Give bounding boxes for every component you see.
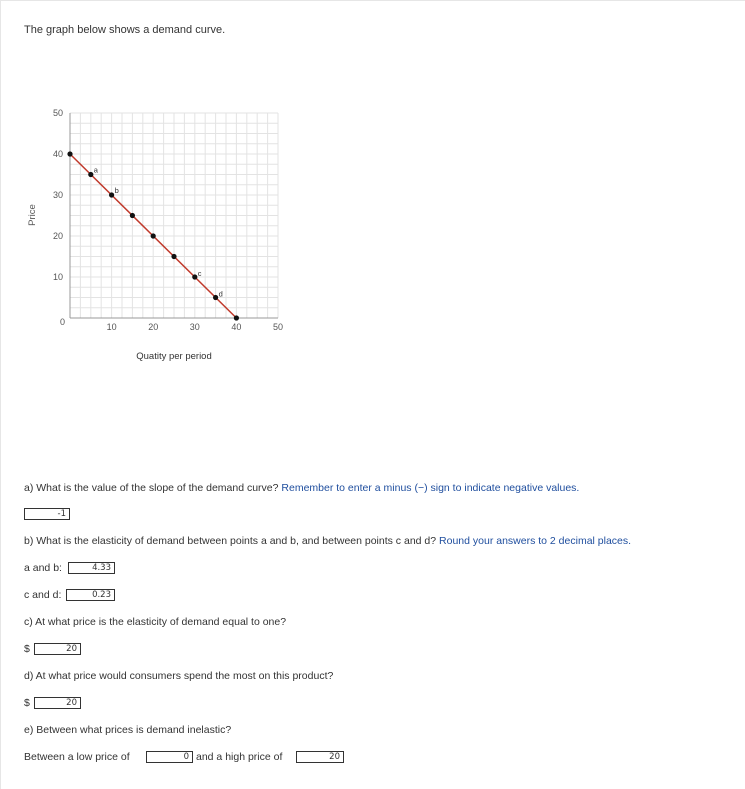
question-d: d) At what price would consumers spend the most on this product? xyxy=(24,670,334,682)
x-tick-label-30: 30 xyxy=(189,322,200,332)
currency-d: $ xyxy=(24,697,30,709)
high-price-label: and a high price of xyxy=(196,751,283,763)
y-tick-label-20: 20 xyxy=(52,231,63,241)
slope-answer-field[interactable]: -1 xyxy=(24,508,70,520)
y-tick-label-30: 30 xyxy=(52,190,63,200)
point-label-c: c xyxy=(197,269,202,278)
point-label-a: a xyxy=(93,165,98,175)
cd-label: c and d: xyxy=(24,589,62,601)
y-tick-label-0: 0 xyxy=(59,317,65,327)
unit-elastic-price-field[interactable]: 20 xyxy=(34,643,81,655)
demand-point-1 xyxy=(88,172,93,177)
x-tick-label-40: 40 xyxy=(231,322,242,332)
demand-chart-svg xyxy=(0,100,300,370)
y-tick-label-10: 10 xyxy=(52,272,63,282)
demand-point-5 xyxy=(171,254,176,259)
question-b-hint: Round your answers to 2 decimal places. xyxy=(439,535,632,547)
low-price-field[interactable]: 0 xyxy=(146,751,193,763)
demand-point-6 xyxy=(192,274,197,279)
question-a-hint: Remember to enter a minus (−) sign to indicate negative values. xyxy=(281,482,580,494)
question-b-text: b) What is the elasticity of demand between points a and b, and between points c and d? xyxy=(24,535,437,547)
intro-text: The graph below shows a demand curve. xyxy=(24,24,226,36)
top-divider xyxy=(0,0,745,1)
x-tick-label-20: 20 xyxy=(148,322,159,332)
y-tick-label-50: 50 xyxy=(52,108,63,118)
y-axis-title: Price xyxy=(27,204,38,226)
demand-point-0 xyxy=(67,151,72,156)
question-e: e) Between what prices is demand inelastic? xyxy=(24,724,232,736)
demand-point-2 xyxy=(109,192,114,197)
question-a xyxy=(24,482,579,494)
question-a-text: a) What is the value of the slope of the demand curve? xyxy=(24,482,279,494)
question-b xyxy=(24,535,631,547)
x-tick-label-50: 50 xyxy=(272,322,284,332)
question-c: c) At what price is the elasticity of demand equal to one? xyxy=(24,616,287,628)
ab-label: a and b: xyxy=(24,562,62,574)
demand-point-3 xyxy=(130,213,135,218)
max-spending-price-field[interactable]: 20 xyxy=(34,697,81,709)
elasticity-cd-field[interactable]: 0.23 xyxy=(66,589,115,601)
low-price-label: Between a low price of xyxy=(24,751,130,763)
demand-point-7 xyxy=(213,295,218,300)
point-label-b: b xyxy=(114,186,119,195)
x-tick-label-10: 10 xyxy=(106,322,117,332)
point-label-d: d xyxy=(218,289,223,299)
elasticity-ab-field[interactable]: 4.33 xyxy=(68,562,115,574)
high-price-field[interactable]: 20 xyxy=(296,751,344,763)
currency-c: $ xyxy=(24,643,30,655)
demand-point-8 xyxy=(234,315,239,320)
demand-point-4 xyxy=(151,233,156,238)
demand-chart xyxy=(0,100,300,370)
y-tick-label-40: 40 xyxy=(52,149,63,159)
x-axis-title: Quatity per period xyxy=(136,351,212,362)
